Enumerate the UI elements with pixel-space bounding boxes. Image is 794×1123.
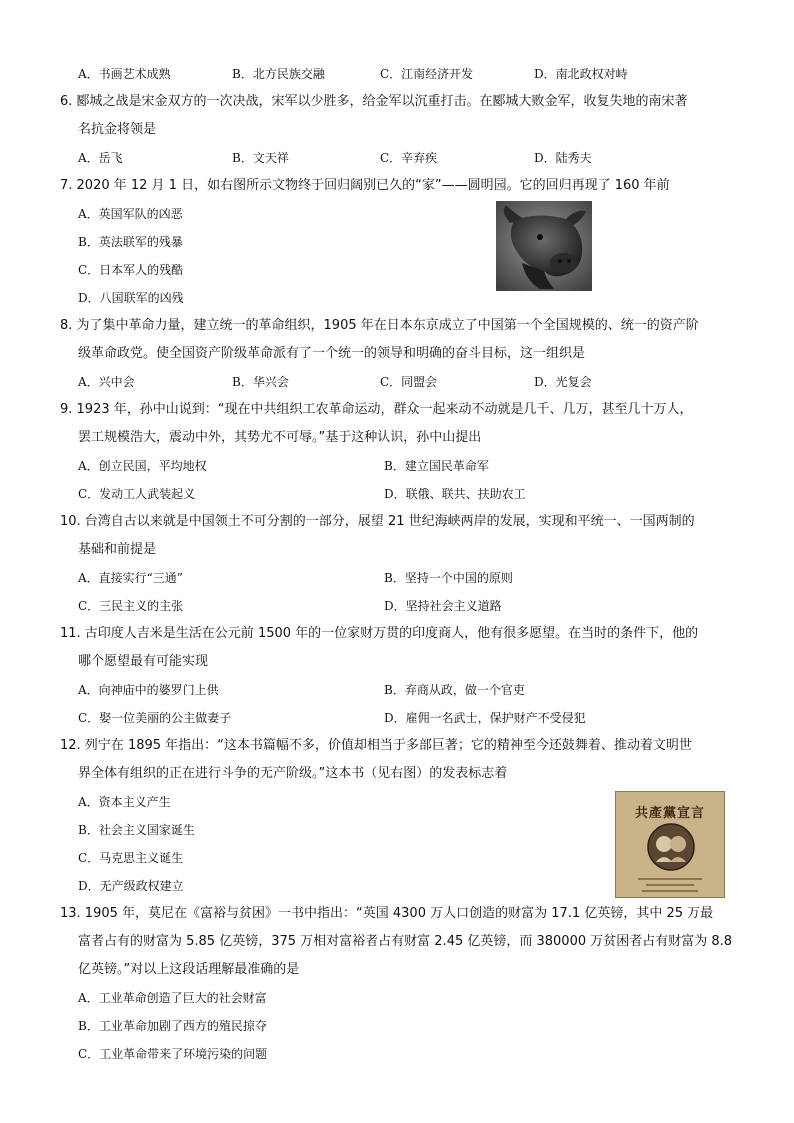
q6-option-c: C．辛弃疾: [380, 151, 438, 165]
q7-option-b: B．英法联军的残暴: [78, 235, 183, 249]
q10-option-a: A．直接实行“三通”: [78, 571, 183, 585]
q12-option-a: A．资本主义产生: [78, 795, 171, 809]
q6-option-d: D．陆秀夫: [534, 151, 592, 165]
q7-option-a: A．英国军队的凶恶: [78, 207, 183, 221]
q7-option-c: C．日本军人的残酷: [78, 263, 184, 277]
q9-stem-line1: 9. 1923 年，孙中山说到：“现在中共组织工农革命运动，群众一起来动不动就是几千、几万，甚至几十万人，: [60, 402, 693, 417]
q13-option-b: B．工业革命加剧了西方的殖民掠夺: [78, 1019, 267, 1033]
q8-stem-line1: 8. 为了集中革命力量，建立统一的革命组织，1905 年在日本东京成立了中国第一个全国规模的、统一的资产阶: [60, 318, 699, 333]
q11-option-c: C．娶一位美丽的公主做妻子: [78, 711, 232, 725]
q6-option-a: A．岳飞: [78, 151, 123, 165]
q11-option-a: A．向神庙中的婆罗门上供: [78, 683, 219, 697]
cover-caption-line: [642, 890, 698, 892]
q11-stem-line2: 哪个愿望最有可能实现: [78, 654, 209, 669]
q10-stem-line1: 10. 台湾自古以来就是中国领土不可分割的一部分，展望 21 世纪海峡两岸的发展，实现和平统一、一国两制的: [60, 514, 695, 529]
q12-stem-line2: 界全体有组织的正在进行斗争的无产阶级。”这本书（见右图）的发表标志着: [78, 766, 508, 781]
q5-option-b: B．北方民族交融: [232, 67, 325, 81]
q9-stem-line2: 罢工规模浩大，震动中外，其势尤不可辱。”基于这种认识，孙中山提出: [78, 430, 482, 445]
q12-option-d: D．无产级政权建立: [78, 879, 184, 893]
q7-stem-line1: 7. 2020 年 12 月 1 日，如右图所示文物终于回归阔别已久的“家”——圆明园。它的回归再现了 160 年前: [60, 178, 670, 193]
q13-option-a: A．工业革命创造了巨大的社会财富: [78, 991, 267, 1005]
q13-option-c: C．工业革命带来了环境污染的问题: [78, 1047, 268, 1061]
q5-option-c: C．江南经济开发: [380, 67, 474, 81]
q9-option-c: C．发动工人武装起义: [78, 487, 196, 501]
q5-option-d: D．南北政权对峙: [534, 67, 628, 81]
q7-option-d: D．八国联军的凶残: [78, 291, 184, 305]
communist-manifesto-cover-image: [615, 791, 725, 898]
q8-option-b: B．华兴会: [232, 375, 289, 389]
q8-option-c: C．同盟会: [380, 375, 438, 389]
bronze-ox-head-image: [496, 201, 592, 291]
q6-stem-line1: 6. 郾城之战是宋金双方的一次决战，宋军以少胜多，给金军以沉重打击。在郾城大败金军，收复失地的南宋著: [60, 94, 688, 109]
q13-stem-line2: 富者占有的财富为 5.85 亿英镑，375 万相对富裕者占有财富 2.45 亿英镑，而 380000 万贫困者占有财富为 8.8: [78, 934, 733, 949]
q10-stem-line2: 基础和前提是: [78, 542, 157, 557]
q9-option-b: B．建立国民革命军: [384, 459, 489, 473]
q8-option-d: D．光复会: [534, 375, 592, 389]
q10-option-b: B．坚持一个中国的原则: [384, 571, 513, 585]
cover-portrait-icon: [646, 822, 696, 872]
q10-option-c: C．三民主义的主张: [78, 599, 184, 613]
q11-option-d: D．雇佣一名武士，保护财产不受侵犯: [384, 711, 586, 725]
q13-stem-line1: 13. 1905 年，莫尼在《富裕与贫困》一书中指出：“英国 4300 万人口创造的财富为 17.1 亿英镑，其中 25 万最: [60, 906, 714, 921]
q11-stem-line1: 11. 古印度人吉米是生活在公元前 1500 年的一位家财万贯的印度商人，他有很多愿望。在当时的条件下，他的: [60, 626, 699, 641]
q8-stem-line2: 级革命政党。使全国资产阶级革命派有了一个统一的领导和明确的奋斗目标，这一组织是: [78, 346, 586, 361]
q13-stem-line3: 亿英镑。”对以上这段话理解最准确的是: [78, 962, 300, 977]
q6-option-b: B．文天祥: [232, 151, 289, 165]
cover-caption-line: [646, 884, 694, 886]
q6-stem-line2: 名抗金将领是: [78, 122, 157, 137]
q12-stem-line1: 12. 列宁在 1895 年指出：“这本书篇幅不多，价值却相当于多部巨著；它的精神至今还鼓舞着、推动着文明世: [60, 738, 692, 753]
cover-title: 共產黨宣言: [634, 806, 705, 821]
q10-option-d: D．坚持社会主义道路: [384, 599, 502, 613]
q9-option-a: A．创立民国，平均地权: [78, 459, 207, 473]
q5-option-a: A．书画艺术成熟: [78, 67, 171, 81]
cover-caption-line: [638, 878, 702, 880]
q11-option-b: B．弃商从政，做一个官吏: [384, 683, 525, 697]
q8-option-a: A．兴中会: [78, 375, 135, 389]
q12-option-c: C．马克思主义诞生: [78, 851, 184, 865]
q12-option-b: B．社会主义国家诞生: [78, 823, 195, 837]
q9-option-d: D．联俄、联共、扶助农工: [384, 487, 526, 501]
